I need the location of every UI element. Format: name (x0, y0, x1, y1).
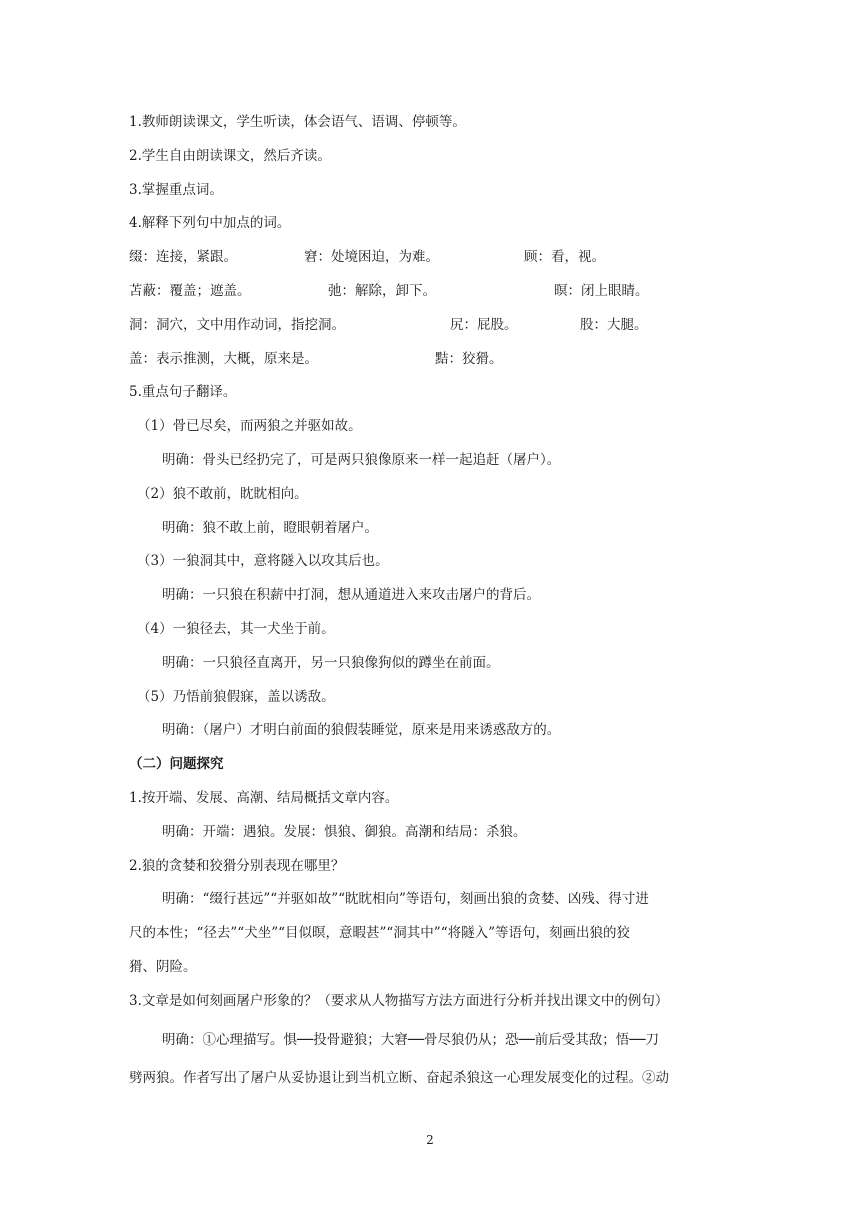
word-gloss: 缀：连接，紧跟。 (129, 249, 237, 265)
sentence-answer: 明确：狼不敢上前，瞪眼朝着屠户。 (162, 520, 378, 536)
word-gloss: 黠：狡猾。 (435, 351, 503, 367)
sentence-answer: 明确：一只狼径直离开，另一只狼像狗似的蹲坐在前面。 (162, 655, 500, 671)
question-2: 2.狼的贪婪和狡猾分别表现在哪里？ (129, 858, 345, 874)
section-heading: （二）问题探究 (129, 756, 224, 772)
answer-2-line-3: 猾、阴险。 (129, 959, 197, 975)
word-gloss: 尻：屁股。 (450, 317, 518, 333)
question-3: 3.文章是如何刻画屠户形象的？（要求从人物描写方法方面进行分析并找出课文中的例句） (129, 993, 669, 1009)
question-1: 1.按开端、发展、高潮、结局概括文章内容。 (129, 790, 399, 806)
word-gloss: 窘：处境困迫，为难。 (304, 249, 439, 265)
sentence-question: （2）狼不敢前，眈眈相向。 (137, 486, 308, 502)
word-gloss: 暝：闭上眼睛。 (554, 283, 649, 299)
answer-3-line-2: 劈两狼。作者写出了屠户从妥协退让到当机立断、奋起杀狼这一心理发展变化的过程。②动 (129, 1070, 669, 1086)
sentence-answer: 明确：一只狼在积薪中打洞，想从通道进入来攻击屠户的背后。 (162, 587, 540, 603)
step-4-explain-words: 4.解释下列句中加点的词。 (129, 215, 291, 231)
sentence-question: （3）一狼洞其中，意将隧入以攻其后也。 (137, 553, 389, 569)
sentence-answer: 明确：骨头已经扔完了，可是两只狼像原来一样一起追赶（屠户）。 (162, 452, 561, 468)
sentence-question: （5）乃悟前狼假寐，盖以诱敌。 (137, 689, 335, 705)
word-gloss: 盖：表示推测，大概，原来是。 (129, 351, 318, 367)
word-gloss: 股：大腿。 (580, 317, 648, 333)
sentence-answer: 明确：（屠户）才明白前面的狼假装睡觉，原来是用来诱惑敌方的。 (162, 722, 561, 738)
answer-3-line-1: 明确：①心理描写。惧──投骨避狼；大窘──骨尽狼仍从；恐──前后受其敌；悟──刀 (162, 1032, 660, 1048)
step-1-read-aloud: 1.教师朗读课文，学生听读，体会语气、语调、停顿等。 (129, 114, 466, 130)
sentence-question: （4）一狼径去，其一犬坐于前。 (137, 621, 335, 637)
word-gloss: 顾：看，视。 (524, 249, 605, 265)
word-gloss: 苫蔽：覆盖；遮盖。 (129, 283, 251, 299)
word-gloss: 弛：解除，卸下。 (328, 283, 436, 299)
step-3-key-words: 3.掌握重点词。 (129, 182, 223, 198)
answer-2-line-1: 明确：“缀行甚远”“并驱如故”“眈眈相向”等语句，刻画出狼的贪婪、凶残、得寸进 (162, 891, 649, 907)
answer-2-line-2: 尺的本性；“径去”“犬坐”“目似暝，意暇甚”“洞其中”“将隧入”等语句，刻画出狼的狡 (129, 925, 631, 941)
answer-1: 明确：开端：遇狼。发展：惧狼、御狼。高潮和结局：杀狼。 (162, 824, 527, 840)
page-number: 2 (426, 1133, 434, 1147)
step-5-translation: 5.重点句子翻译。 (129, 384, 237, 400)
sentence-question: （1）骨已尽矣，而两狼之并驱如故。 (137, 418, 362, 434)
step-2-free-reading: 2.学生自由朗读课文，然后齐读。 (129, 148, 331, 164)
word-gloss: 洞：洞穴，文中用作动词，指挖洞。 (129, 317, 345, 333)
